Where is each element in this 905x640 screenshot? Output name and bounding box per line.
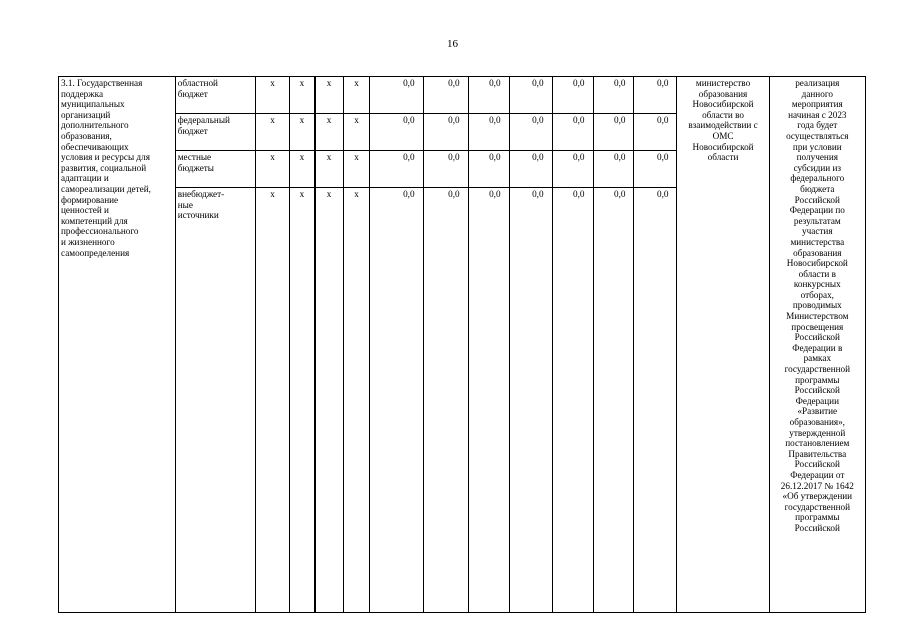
value-cell: 0,0 <box>593 151 634 188</box>
mark-cell: х <box>290 188 315 613</box>
value-cell: 0,0 <box>468 188 509 613</box>
value-cell: 0,0 <box>423 151 468 188</box>
value-cell: 0,0 <box>509 151 552 188</box>
mark-cell: х <box>343 151 370 188</box>
value-cell: 0,0 <box>468 77 509 114</box>
value-cell: 0,0 <box>634 77 677 114</box>
value-cell: 0,0 <box>468 151 509 188</box>
mark-cell: х <box>255 77 290 114</box>
mark-cell: х <box>315 151 344 188</box>
table-row <box>59 77 866 114</box>
value-cell: 0,0 <box>423 114 468 151</box>
value-cell: 0,0 <box>552 114 593 151</box>
executor-cell: министерство образования Новосибирской области во взаимодействии с ОМС Новосибирской области <box>677 77 769 613</box>
value-cell: 0,0 <box>509 188 552 613</box>
value-cell: 0,0 <box>509 77 552 114</box>
value-cell: 0,0 <box>370 151 423 188</box>
funding-source-cell: областной бюджет <box>175 77 255 114</box>
value-cell: 0,0 <box>593 188 634 613</box>
value-cell: 0,0 <box>634 114 677 151</box>
mark-cell: х <box>255 188 290 613</box>
funding-source-cell: местные бюджеты <box>175 151 255 188</box>
mark-cell: х <box>315 188 344 613</box>
page-number: 16 <box>447 38 458 50</box>
value-cell: 0,0 <box>634 151 677 188</box>
value-cell: 0,0 <box>552 188 593 613</box>
value-cell: 0,0 <box>370 77 423 114</box>
value-cell: 0,0 <box>370 114 423 151</box>
funding-source-cell: федеральный бюджет <box>175 114 255 151</box>
value-cell: 0,0 <box>593 114 634 151</box>
mark-cell: х <box>343 114 370 151</box>
value-cell: 0,0 <box>552 151 593 188</box>
mark-cell: х <box>315 114 344 151</box>
value-cell: 0,0 <box>552 77 593 114</box>
value-cell: 0,0 <box>370 188 423 613</box>
funding-source-cell: внебюджет- ные источники <box>175 188 255 613</box>
mark-cell: х <box>290 77 315 114</box>
value-cell: 0,0 <box>593 77 634 114</box>
mark-cell: х <box>255 151 290 188</box>
value-cell: 0,0 <box>468 114 509 151</box>
mark-cell: х <box>290 114 315 151</box>
mark-cell: х <box>290 151 315 188</box>
note-cell: реализация данного мероприятия начиная с 2023 года будет осуществляться при условии получения субсидии из федерального бюджета Российской Федерации по результатам участия министерства образования Новосибирской области в конкурсных отборах, проводимых Министерством просвещения Российской Федерации в рамках государственной программы Российской Федерации «Развитие образования», утвержденной постановлением Правительства Российской Федерации от 26.12.2017 № 1642 «Об утверждении государственной программы Российской <box>769 77 865 613</box>
activity-cell: 3.1. Государственная поддержка муниципальных организаций дополнительного образования, обеспечивающих условия и ресурсы для развития, социальной адаптации и самореализации детей, формирование ценностей и компетенций для профессионального и жизненного самоопределения <box>59 77 176 613</box>
value-cell: 0,0 <box>423 188 468 613</box>
mark-cell: х <box>343 77 370 114</box>
value-cell: 0,0 <box>634 188 677 613</box>
value-cell: 0,0 <box>509 114 552 151</box>
mark-cell: х <box>343 188 370 613</box>
program-table <box>58 76 866 613</box>
mark-cell: х <box>255 114 290 151</box>
value-cell: 0,0 <box>423 77 468 114</box>
mark-cell: х <box>315 77 344 114</box>
